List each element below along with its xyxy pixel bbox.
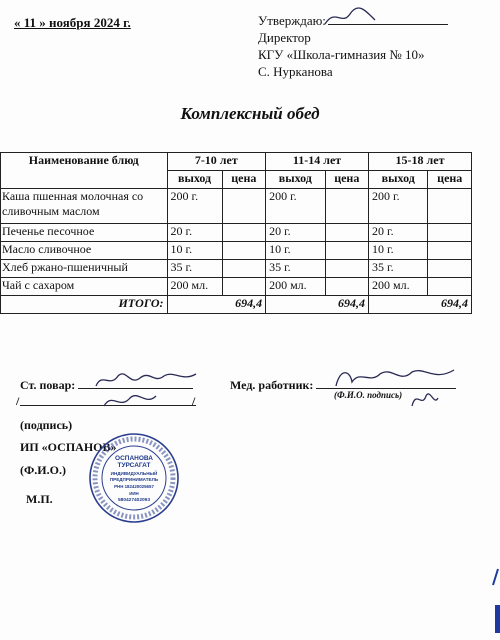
stamp-iin-label: ИИН	[129, 491, 139, 496]
price-cell	[222, 189, 266, 224]
stamp-iin: 580427402093	[117, 498, 151, 503]
director-signature-mark	[320, 6, 380, 28]
output-header: выход	[266, 171, 325, 189]
fio-caption: (Ф.И.О.)	[20, 463, 66, 477]
output-cell: 35 г.	[369, 260, 428, 278]
output-cell: 200 мл.	[167, 278, 222, 296]
approve-label: Утверждаю:	[258, 13, 326, 28]
price-cell	[325, 260, 369, 278]
approve-organization: КГУ «Школа-гимназия № 10»	[258, 47, 425, 62]
podpis-caption: (подпись)	[20, 418, 73, 432]
price-cell	[325, 242, 369, 260]
page-title: Комплексный обед	[180, 104, 320, 123]
table-row	[1, 260, 472, 278]
med-signature-flourish	[408, 388, 440, 410]
approve-position: Директор	[258, 30, 311, 45]
output-cell: 200 мл.	[369, 278, 428, 296]
price-cell	[428, 189, 472, 224]
output-cell: 10 г.	[167, 242, 222, 260]
price-cell	[222, 224, 266, 242]
stamp-type-line2: ПРЕДПРИНИМАТЕЛЬ	[109, 477, 159, 482]
price-header: цена	[325, 171, 369, 189]
price-cell	[325, 278, 369, 296]
slash-right: /	[192, 394, 196, 408]
table-row	[1, 278, 472, 296]
cook-label: Ст. повар:	[20, 378, 76, 392]
price-cell	[222, 260, 266, 278]
price-cell	[428, 242, 472, 260]
output-cell: 35 г.	[167, 260, 222, 278]
price-cell	[428, 260, 472, 278]
output-cell: 200 г.	[167, 189, 222, 224]
dish-name: Масло сливочное	[1, 242, 168, 260]
dish-name: Хлеб ржано-пшеничный	[1, 260, 168, 278]
slash-left: /	[16, 394, 20, 408]
output-header: выход	[167, 171, 222, 189]
price-header: цена	[222, 171, 266, 189]
output-cell: 200 мл.	[266, 278, 325, 296]
dish-name: Чай с сахаром	[1, 278, 168, 296]
total-row	[1, 296, 472, 314]
age-group-header: 7-10 лет	[167, 153, 266, 171]
output-cell: 10 г.	[369, 242, 428, 260]
age-group-header: 11-14 лет	[266, 153, 369, 171]
menu-table	[0, 152, 472, 314]
page-edge-mark	[492, 565, 500, 635]
stamp-name-line2: ТУРСАГАТ	[117, 462, 151, 469]
total-value: 694,4	[266, 296, 369, 314]
output-header: выход	[369, 171, 428, 189]
stamp-seal	[88, 432, 180, 524]
price-cell	[325, 224, 369, 242]
stamp-place-label: М.П.	[26, 492, 53, 506]
price-cell	[428, 224, 472, 242]
ip-label: ИП «ОСПАНОВ»	[20, 440, 117, 454]
price-cell	[222, 278, 266, 296]
price-cell	[222, 242, 266, 260]
document-date: « 11 » ноября 2024 г.	[14, 15, 131, 30]
output-cell: 20 г.	[167, 224, 222, 242]
table-row	[1, 189, 472, 224]
approve-person: С. Нурканова	[258, 64, 333, 79]
med-handwritten-signature	[330, 364, 460, 390]
fio-sign-caption: (Ф.И.О. подпись)	[334, 390, 403, 400]
age-group-header: 15-18 лет	[369, 153, 472, 171]
table-row	[1, 242, 472, 260]
dish-name: Печенье песочное	[1, 224, 168, 242]
output-cell: 200 г.	[369, 189, 428, 224]
output-cell: 200 г.	[266, 189, 325, 224]
total-label: ИТОГО:	[1, 296, 168, 314]
price-cell	[428, 278, 472, 296]
table-row	[1, 224, 472, 242]
price-header: цена	[428, 171, 472, 189]
dish-name: Каша пшенная молочная со сливочным маслом	[1, 189, 168, 224]
price-cell	[325, 189, 369, 224]
edge-blue-mark	[492, 565, 500, 635]
output-cell: 20 г.	[266, 224, 325, 242]
total-value: 694,4	[369, 296, 472, 314]
output-cell: 35 г.	[266, 260, 325, 278]
podpis-handwritten-signature	[100, 388, 160, 412]
output-cell: 20 г.	[369, 224, 428, 242]
dish-name-header: Наименование блюд	[1, 153, 168, 189]
output-cell: 10 г.	[266, 242, 325, 260]
stamp-rnn: РНН 182420025657	[114, 484, 154, 489]
stamp-type-line1: ИНДИВИДУАЛЬНЫЙ	[110, 471, 158, 476]
med-label: Мед. работник:	[230, 378, 314, 392]
total-value: 694,4	[167, 296, 266, 314]
stamp-name-line1: ОСПАНОВА	[115, 455, 153, 462]
